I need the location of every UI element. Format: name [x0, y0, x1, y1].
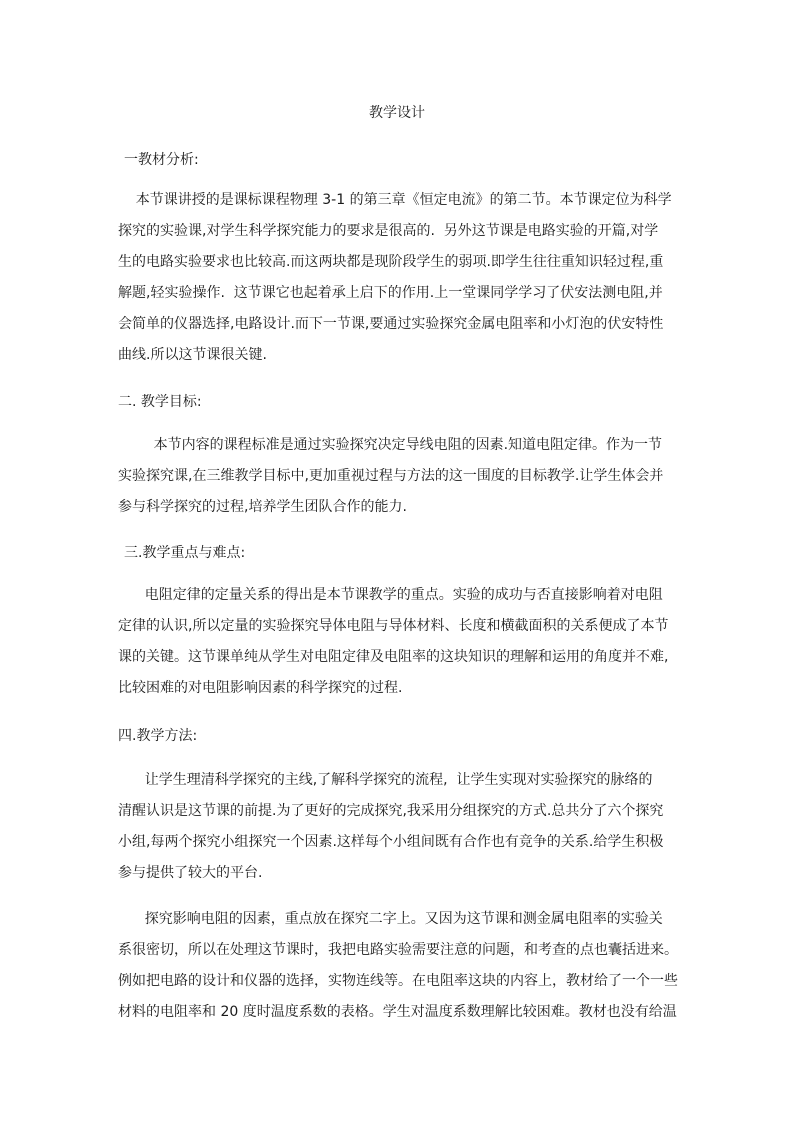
text-line: 定律的认识,所以定量的实验探究导体电阻与导体材料、长度和横截面积的关系便成了本节 [118, 618, 669, 634]
text-line: 参与提供了较大的平台. [118, 865, 263, 881]
paragraph-textbook-analysis [118, 185, 688, 371]
text-line: 解题,轻实验操作. 这节课它也起着承上启下的作用.上一堂课同学学习了伏安法测电阻,并 [118, 285, 663, 301]
text-line: 例如把电路的设计和仪器的选择，实物连线等。在电阻率这块的内容上，教材给了一个一些 [118, 973, 678, 989]
section-heading-teaching-methods: 四.教学方法: [118, 728, 198, 744]
text-line: 系很密切，所以在处理这节课时，我把电路实验需要注意的问题，和考查的点也囊括进来。 [118, 942, 678, 958]
text-line: 让学生理清科学探究的主线,了解科学探究的流程, 让学生实现对实验探究的脉络的 [118, 772, 653, 788]
text-line: 生的电路实验要求也比较高.而这两块都是现阶段学生的弱项.即学生往往重知识轻过程,重 [118, 254, 664, 270]
text-line: 会简单的仪器选择,电路设计.而下一节课,要通过实验探究金属电阻率和小灯泡的伏安特性 [118, 316, 664, 332]
text-line: 清醒认识是这节课的前提.为了更好的完成探究,我采用分组探究的方式.总共分了六个探究 [118, 803, 664, 819]
text-line: 小组,每两个探究小组探究一个因素.这样每个小组间既有合作也有竞争的关系.给学生积极 [118, 834, 664, 850]
text-line: 比较困难的对电阻影响因素的科学探究的过程. [118, 680, 403, 696]
paragraph-key-points [118, 580, 688, 704]
text-line: 曲线.所以这节课很关键. [118, 347, 267, 363]
text-line: 本节内容的课程标准是通过实验探究决定导线电阻的因素.知道电阻定律。作为一节 [118, 437, 663, 453]
paragraph-teaching-methods-1 [118, 765, 688, 889]
section-heading-key-points: 三.教学重点与难点: [124, 545, 246, 561]
paragraph-teaching-methods-2 [118, 904, 688, 1028]
paragraph-teaching-goals [118, 430, 688, 523]
text-line: 探究的实验课,对学生科学探究能力的要求是很高的. 另外这节课是电路实验的开篇,对学 [118, 223, 659, 239]
text-line: 本节课讲授的是课标课程物理 3-1 的第三章《恒定电流》的第二节。本节课定位为科学 [118, 192, 672, 208]
text-line: 参与科学探究的过程,培养学生团队合作的能力. [118, 499, 407, 515]
section-heading-textbook-analysis: 一教材分析: [124, 152, 199, 168]
text-line: 电阻定律的定量关系的得出是本节课教学的重点。实验的成功与否直接影响着对电阻 [118, 587, 663, 603]
text-line: 实验探究课,在三维教学目标中,更加重视过程与方法的这一围度的目标教学.让学生体会并 [118, 468, 664, 484]
text-line: 材料的电阻率和 20 度时温度系数的表格。学生对温度系数理解比较困难。教材也没有给温 [118, 1004, 677, 1020]
document-title: 教学设计 [369, 105, 425, 121]
text-line: 探究影响电阻的因素，重点放在探究二字上。又因为这节课和测金属电阻率的实验关 [118, 911, 663, 927]
text-line: 课的关键。这节课单纯从学生对电阻定律及电阻率的这块知识的理解和运用的角度并不难, [118, 649, 669, 665]
section-heading-teaching-goals: 二. 教学目标: [118, 394, 202, 410]
